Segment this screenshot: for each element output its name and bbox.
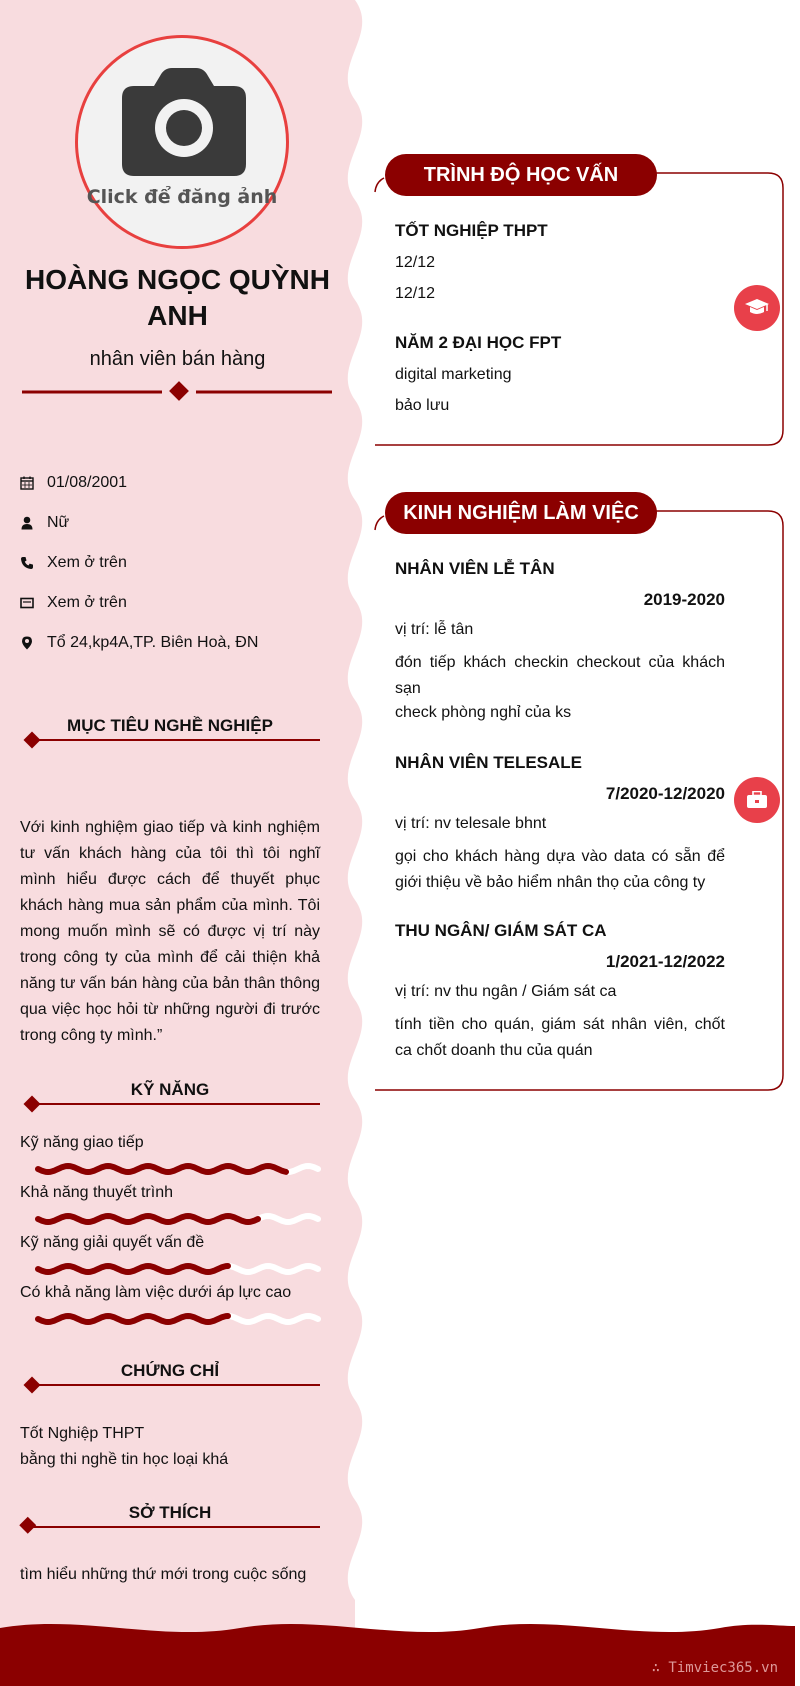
contact-email (20, 590, 127, 616)
education-detail: 12/12 (395, 254, 436, 271)
education-name: TỐT NGHIỆP THPT (395, 221, 548, 240)
objective-text: Với kinh nghiệm giao tiếp và kinh nghiệm tư vấn khách hàng của tôi thì tôi nghĩ mình hiểu được cách để thuyết phục khách hàng mua sản phẩm của mình. Tôi mong muốn mình sẽ có được vị trí này trong công ty của mình để cải thiện khả năng tư vấn bán hàng của bản thân thông qua việc học hỏi từ những người đi trước trong công ty mình.” (20, 819, 320, 1044)
watermark: ∴ Timviec365.vn (651, 1660, 778, 1676)
skill-label: Kỹ năng giao tiếp (20, 1134, 144, 1151)
skill-label: Khả năng thuyết trình (20, 1184, 173, 1201)
experience-desc: check phòng nghỉ của ks (395, 704, 572, 721)
experience-desc: đón tiếp khách checkin checkout của khách sạn (395, 654, 725, 697)
education-detail: 12/12 (395, 285, 436, 302)
skills-title: KỸ NĂNG (130, 1080, 210, 1099)
envelope-icon (20, 596, 34, 610)
experience-period: 1/2021-12/2022 (605, 952, 725, 971)
experience-position: THU NGÂN/ GIÁM SÁT CA (395, 921, 607, 940)
camera-icon (122, 68, 246, 176)
footer-wave (0, 1624, 795, 1686)
hobbies-text: tìm hiểu những thứ mới trong cuộc sống (20, 1566, 307, 1583)
education-detail: digital marketing (395, 366, 512, 383)
phone-icon (20, 556, 34, 570)
hobbies-title: SỞ THÍCH (128, 1503, 212, 1522)
education-title: TRÌNH ĐỘ HỌC VẤN (385, 154, 657, 196)
experience-role: vị trí: nv telesale bhnt (395, 815, 547, 832)
experience-role: vị trí: lễ tân (395, 621, 474, 638)
candidate-name: HOÀNG NGỌC QUỲNH ANH (25, 264, 330, 331)
avatar-upload-label: Click để đăng ảnh (86, 186, 278, 208)
contact-gender (20, 510, 69, 536)
skill-label: Có khả năng làm việc dưới áp lực cao (20, 1284, 292, 1301)
education-name: NĂM 2 ĐẠI HỌC FPT (395, 333, 562, 352)
contact-birthday (20, 470, 127, 496)
address-text: Tổ 24,kp4A,TP. Biên Hoà, ĐN (47, 634, 259, 651)
experience-period: 2019-2020 (643, 590, 725, 609)
certificate-item: Tốt Nghiệp THPT (20, 1425, 145, 1442)
briefcase-icon (734, 777, 780, 823)
calendar-icon (20, 476, 34, 490)
skill-label: Kỹ năng giải quyết vấn đề (20, 1234, 205, 1251)
education-detail: bảo lưu (395, 397, 450, 414)
birthday-text: 01/08/2001 (47, 474, 128, 491)
contact-address (20, 630, 258, 656)
experience-position: NHÂN VIÊN LỄ TÂN (395, 559, 555, 578)
experience-frame-hook (375, 516, 384, 530)
contact-phone (20, 550, 127, 576)
certificates-title: CHỨNG CHỈ (120, 1361, 220, 1380)
experience-desc: gọi cho khách hàng dựa vào data có sẵn để giới thiệu về bảo hiểm nhân thọ của công ty (395, 848, 725, 891)
objective-title: MỤC TIÊU NGHỀ NGHIỆP (67, 716, 273, 735)
avatar-upload[interactable] (75, 35, 289, 249)
gender-text: Nữ (47, 514, 70, 531)
job-title: nhân viên bán hàng (89, 348, 266, 370)
experience-period: 7/2020-12/2020 (605, 784, 725, 803)
email-text: Xem ở trên (47, 594, 127, 611)
experience-position: NHÂN VIÊN TELESALE (395, 753, 583, 772)
education-frame-hook (375, 178, 384, 192)
experience-role: vị trí: nv thu ngân / Giám sát ca (395, 983, 617, 1000)
experience-desc: tính tiền cho quán, giám sát nhân viên, chốt ca chốt doanh thu của quán (395, 1016, 725, 1059)
experience-title: KINH NGHIỆM LÀM VIỆC (385, 492, 657, 534)
graduation-cap-icon (734, 285, 780, 331)
phone-text: Xem ở trên (47, 554, 127, 571)
person-icon (20, 516, 34, 530)
certificate-item: bằng thi nghề tin học loại khá (20, 1451, 229, 1468)
location-pin-icon (20, 636, 34, 650)
